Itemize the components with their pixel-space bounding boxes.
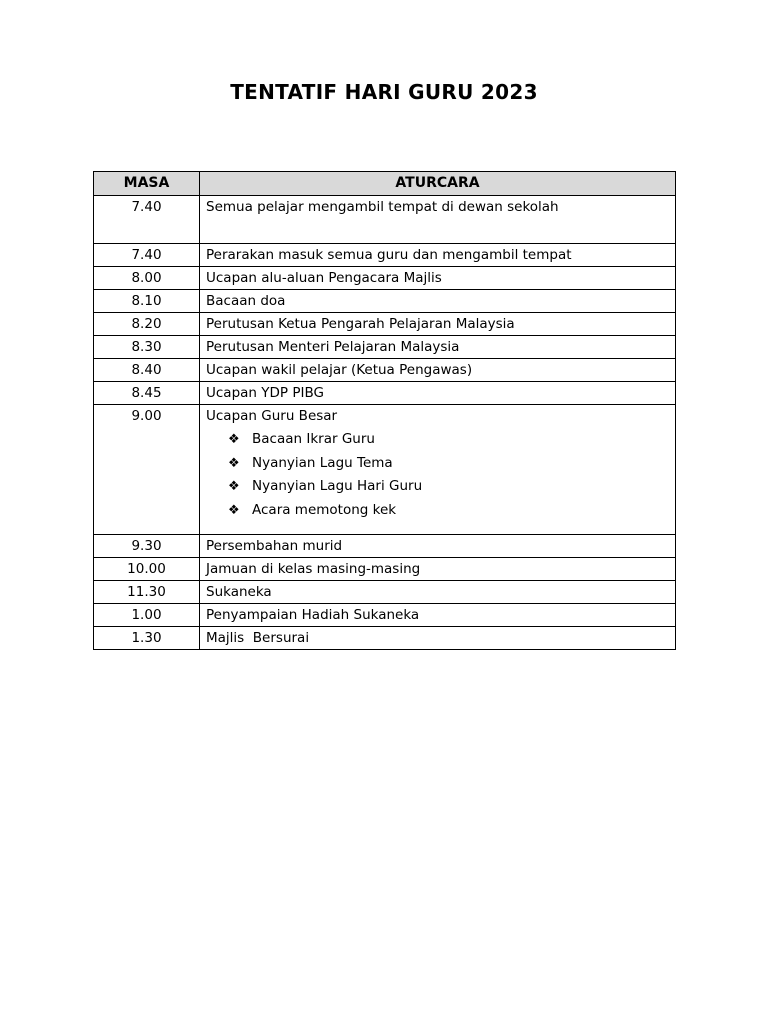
row-time: 10.00 xyxy=(94,558,200,581)
row-time: 11.30 xyxy=(94,581,200,604)
table-row xyxy=(94,267,676,290)
row-program-cell xyxy=(200,405,676,535)
row-program: Semua pelajar mengambil tempat di dewan sekolah xyxy=(200,196,676,244)
row-program: Sukaneka xyxy=(200,581,676,604)
table-row xyxy=(94,604,676,627)
row-program: Persembahan murid xyxy=(200,535,676,558)
table-row xyxy=(94,290,676,313)
four-diamond-bullet-icon: ❖ xyxy=(228,502,240,518)
row-program: Ucapan YDP PIBG xyxy=(200,382,676,405)
table-row xyxy=(94,535,676,558)
row-program: Jamuan di kelas masing-masing xyxy=(200,558,676,581)
schedule-table xyxy=(93,171,676,650)
row-time: 8.40 xyxy=(94,359,200,382)
table-row xyxy=(94,359,676,382)
row-time: 9.00 xyxy=(94,405,200,535)
subitem-label: Nyanyian Lagu Hari Guru xyxy=(252,478,423,494)
table-row xyxy=(94,244,676,267)
four-diamond-bullet-icon: ❖ xyxy=(228,479,240,494)
list-item xyxy=(228,475,669,499)
row-program: Ucapan alu-aluan Pengacara Majlis xyxy=(200,267,676,290)
row-time: 8.45 xyxy=(94,382,200,405)
four-diamond-bullet-icon: ❖ xyxy=(228,432,240,447)
table-row xyxy=(94,405,676,535)
row-time: 1.30 xyxy=(94,627,200,650)
subitem-list xyxy=(206,428,669,522)
row-time: 8.30 xyxy=(94,336,200,359)
row-program: Perarakan masuk semua guru dan mengambil tempat xyxy=(200,244,676,267)
subitem-label: Bacaan Ikrar Guru xyxy=(252,431,375,447)
table-row xyxy=(94,558,676,581)
table-row xyxy=(94,627,676,650)
four-diamond-bullet-icon: ❖ xyxy=(228,455,240,471)
subitem-label: Nyanyian Lagu Tema xyxy=(252,454,393,471)
row-program: Ucapan wakil pelajar (Ketua Pengawas) xyxy=(200,359,676,382)
row-program: Perutusan Ketua Pengarah Pelajaran Malaysia xyxy=(200,313,676,336)
subitem-label: Acara memotong kek xyxy=(252,501,397,518)
list-item xyxy=(228,499,669,523)
row-program: Majlis Bersurai xyxy=(200,627,676,650)
table-row xyxy=(94,382,676,405)
table-row xyxy=(94,581,676,604)
row-program: Penyampaian Hadiah Sukaneka xyxy=(200,604,676,627)
row-time: 8.20 xyxy=(94,313,200,336)
header-program: ATURCARA xyxy=(200,172,676,196)
row-time: 9.30 xyxy=(94,535,200,558)
page-title: TENTATIF HARI GURU 2023 xyxy=(230,80,538,104)
list-item xyxy=(228,428,669,452)
row-program: Bacaan doa xyxy=(200,290,676,313)
row-program: Ucapan Guru Besar xyxy=(206,408,338,424)
row-time: 7.40 xyxy=(94,196,200,244)
row-time: 8.00 xyxy=(94,267,200,290)
header-time: MASA xyxy=(94,172,200,196)
row-program: Perutusan Menteri Pelajaran Malaysia xyxy=(200,336,676,359)
row-time: 7.40 xyxy=(94,244,200,267)
table-row xyxy=(94,313,676,336)
list-item xyxy=(228,452,669,476)
table-row xyxy=(94,196,676,244)
table-row xyxy=(94,336,676,359)
row-time: 8.10 xyxy=(94,290,200,313)
row-time: 1.00 xyxy=(94,604,200,627)
table-header-row xyxy=(94,172,676,196)
